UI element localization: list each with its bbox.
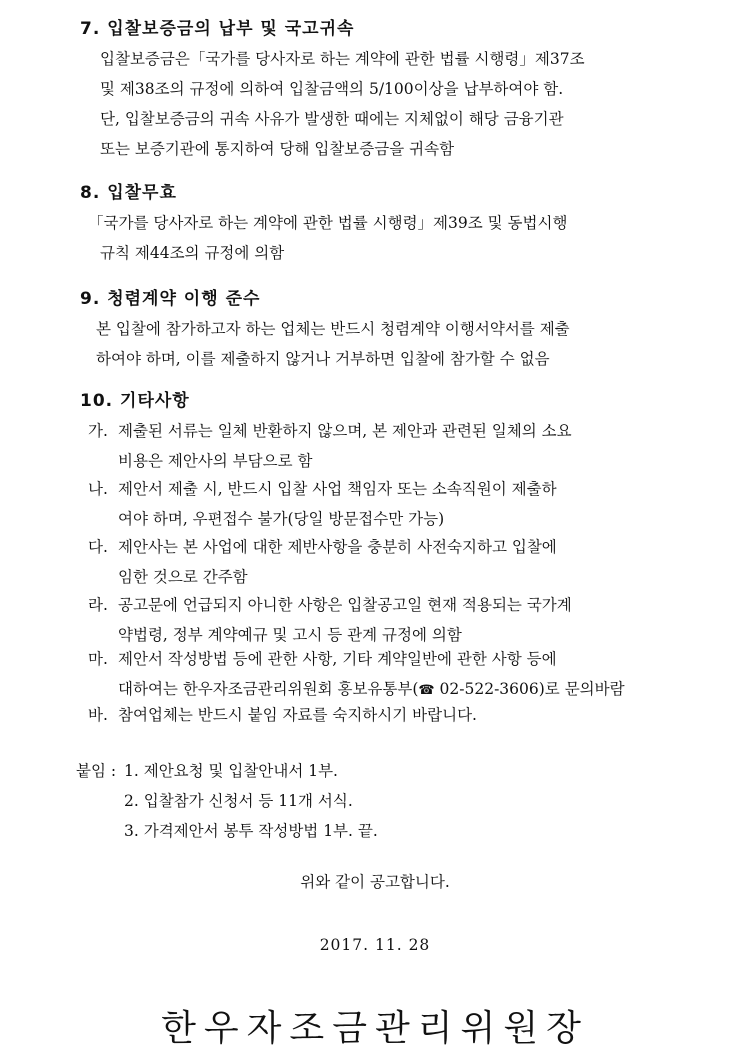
closing-statement: 위와 같이 공고합니다. xyxy=(300,873,450,891)
section-9-line-2: 하여야 하며, 이를 제출하지 않거나 거부하면 입찰에 참가할 수 없음 xyxy=(96,350,550,368)
section-7-line-2: 및 제38조의 규정에 의하여 입찰금액의 5/100이상을 납부하여야 함. xyxy=(100,80,564,98)
section-10-heading: 10. 기타사항 xyxy=(80,391,190,411)
signature: 한우자조금관리위원장 xyxy=(161,1008,589,1049)
item-line-1: 제안사는 본 사업에 대한 제반사항을 충분히 사전숙지하고 입찰에 xyxy=(118,538,557,556)
section-7-line-1: 입찰보증금은「국가를 당사자로 하는 계약에 관한 법률 시행령」제37조 xyxy=(100,50,585,68)
section-8-body xyxy=(88,208,678,268)
section-9-line-1: 본 입찰에 참가하고자 하는 업체는 반드시 청렴계약 이행서약서를 제출 xyxy=(96,320,570,338)
section-7-line-3: 단, 입찰보증금의 귀속 사유가 발생한 때에는 지체없이 해당 금융기관 xyxy=(100,110,564,128)
item-marker: 마. xyxy=(88,650,108,668)
item-marker: 바. xyxy=(88,706,108,724)
list-item xyxy=(88,590,678,650)
item-marker: 나. xyxy=(88,480,108,498)
item-line-1: 공고문에 언급되지 아니한 사항은 입찰공고일 현재 적용되는 국가계 xyxy=(118,596,572,614)
section-7-body xyxy=(100,44,678,164)
item-line-1: 제안서 작성방법 등에 관한 사항, 기타 계약일반에 관한 사항 등에 xyxy=(118,650,557,668)
list-item xyxy=(88,474,678,534)
section-8-line-1: 「국가를 당사자로 하는 계약에 관한 법률 시행령」제39조 및 동법시행 xyxy=(88,214,568,232)
attachment-item: 2. 입찰참가 신청서 등 11개 서식. xyxy=(124,792,353,810)
list-item xyxy=(88,532,678,592)
list-item xyxy=(88,644,678,706)
section-9-heading: 9. 청렴계약 이행 준수 xyxy=(80,289,261,309)
section-8-heading: 8. 입찰무효 xyxy=(80,183,177,203)
section-7-heading: 7. 입찰보증금의 납부 및 국고귀속 xyxy=(80,19,355,39)
item-line-2: 여야 하며, 우편접수 불가(당일 방문접수만 가능) xyxy=(118,510,445,528)
item-line-2: 약법령, 정부 계약예규 및 고시 등 관계 규정에 의함 xyxy=(118,626,462,644)
attachments-label: 붙임 : xyxy=(76,762,117,780)
list-item xyxy=(88,700,678,730)
attachment-item: 1. 제안요청 및 입찰안내서 1부. xyxy=(124,762,338,780)
section-7-line-4: 또는 보증기관에 통지하여 당해 입찰보증금을 귀속함 xyxy=(100,140,455,158)
section-9-body xyxy=(96,314,678,374)
item-line-2: 임한 것으로 간주함 xyxy=(118,568,248,586)
phone-icon: ☎ xyxy=(418,683,435,698)
attachment-item: 3. 가격제안서 봉투 작성방법 1부. 끝. xyxy=(124,822,378,840)
attachments-list xyxy=(124,756,378,846)
item-marker: 다. xyxy=(88,538,108,556)
list-item xyxy=(88,416,678,476)
item-line-2: 비용은 제안사의 부담으로 함 xyxy=(118,452,313,470)
item-marker: 가. xyxy=(88,422,108,440)
item-line-1: 참여업체는 반드시 붙임 자료를 숙지하시기 바랍니다. xyxy=(118,706,477,724)
item-line-2-end: 02-522-3606)로 문의바람 xyxy=(434,680,625,698)
section-8-line-2: 규칙 제44조의 규정에 의함 xyxy=(100,244,285,262)
item-line-1: 제안서 제출 시, 반드시 입찰 사업 책임자 또는 소속직원이 제출하 xyxy=(118,480,557,498)
item-line-2-start: 대하여는 한우자조금관리위원회 홍보유통부( xyxy=(118,680,419,698)
announcement-date: 2017. 11. 28 xyxy=(319,936,431,954)
item-marker: 라. xyxy=(88,596,108,614)
item-line-1: 제출된 서류는 일체 반환하지 않으며, 본 제안과 관련된 일체의 소요 xyxy=(118,422,572,440)
